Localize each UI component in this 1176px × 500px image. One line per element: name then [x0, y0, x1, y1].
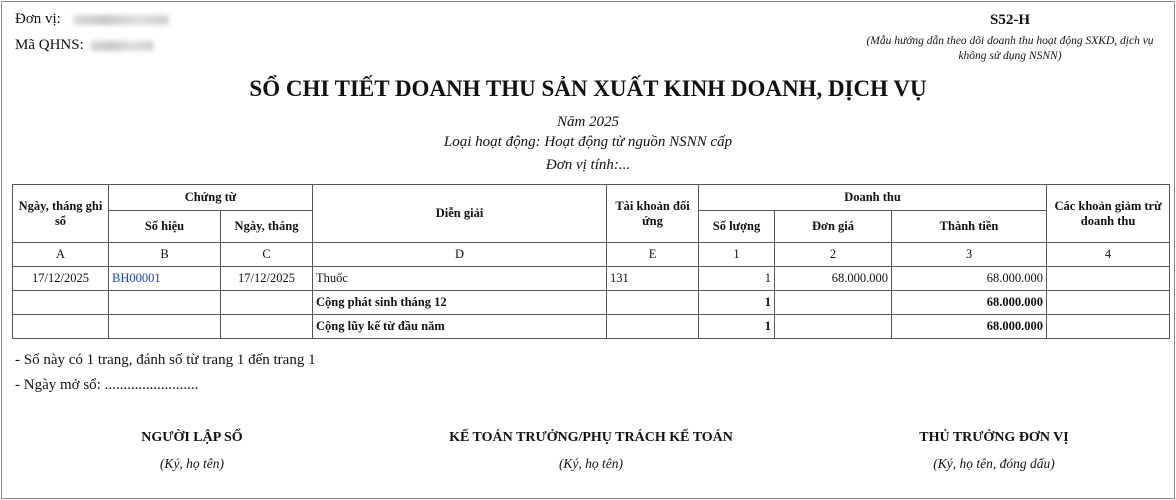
- chief-accountant-role: KẾ TOÁN TRƯỞNG/PHỤ TRÁCH KẾ TOÁN: [449, 430, 733, 445]
- form-note: (Mẫu hướng dẫn theo dõi doanh thu hoạt động SXKD, dịch vụ không sử dụng NSNN): [866, 35, 1154, 62]
- unit-head-hint: (Ký, họ tên, đóng dấu): [933, 456, 1055, 471]
- voucher-number[interactable]: BH00001: [112, 271, 161, 285]
- preparer-role: NGƯỜI LẬP SỔ: [141, 430, 243, 445]
- header-date: Ngày, tháng ghi sổ: [13, 185, 109, 243]
- table-row: [13, 267, 1170, 291]
- header-counter-account: Tài khoản đối ứng: [607, 185, 699, 243]
- header-voucher-no: Số hiệu: [109, 211, 221, 243]
- monthly-total-quantity: 1: [699, 291, 775, 315]
- header-voucher: Chứng từ: [109, 185, 313, 211]
- form-code: S52-H: [989, 12, 1030, 28]
- header-quantity: Số lượng: [699, 211, 775, 243]
- header-deductions: Các khoản giảm trừ doanh thu: [1047, 185, 1170, 243]
- cumulative-total-quantity: 1: [699, 315, 775, 339]
- row-description: Thuốc: [313, 267, 607, 291]
- open-date-note: - Ngày mở sổ: .........................: [15, 377, 199, 393]
- page-count-note: - Sổ này có 1 trang, đánh số từ trang 1 đến trang 1: [15, 352, 316, 368]
- revenue-ledger-table: [12, 184, 1170, 339]
- column-code-row: [13, 243, 1170, 267]
- code-1: 1: [699, 243, 775, 267]
- code-a: A: [13, 243, 109, 267]
- header-voucher-date: Ngày, tháng: [221, 211, 313, 243]
- signature-preparer: [2, 430, 382, 472]
- redacted-unit-name: [73, 15, 169, 25]
- chief-accountant-hint: (Ký, họ tên): [558, 456, 624, 471]
- row-unit-price: 68.000.000: [775, 267, 892, 291]
- header-unit-price: Đơn giá: [775, 211, 892, 243]
- code-d: D: [313, 243, 607, 267]
- header-amount: Thành tiền: [892, 211, 1047, 243]
- cumulative-total-label: Cộng lũy kế từ đầu năm: [313, 315, 607, 339]
- row-deductions: [1047, 267, 1170, 291]
- monthly-total-label: Cộng phát sinh tháng 12: [313, 291, 607, 315]
- header-description: Diễn giải: [313, 185, 607, 243]
- code-3: 3: [892, 243, 1047, 267]
- cumulative-total-amount: 68.000.000: [892, 315, 1047, 339]
- voucher-link[interactable]: [109, 267, 221, 291]
- monthly-total-row: [13, 291, 1170, 315]
- code-c: C: [221, 243, 313, 267]
- header-revenue: Doanh thu: [699, 185, 1047, 211]
- row-voucher-date: 17/12/2025: [221, 267, 313, 291]
- code-e: E: [607, 243, 699, 267]
- report-title: SỔ CHI TIẾT DOANH THU SẢN XUẤT KINH DOANH, DỊCH VỤ: [249, 76, 927, 101]
- preparer-hint: (Ký, họ tên): [159, 456, 225, 471]
- signature-unit-head: [804, 430, 1176, 472]
- code-2: 2: [775, 243, 892, 267]
- signature-chief-accountant: [401, 430, 781, 472]
- year-line: Năm 2025: [556, 114, 620, 130]
- activity-line: Loại hoạt động: Hoạt động từ nguồn NSNN cấp: [443, 134, 733, 150]
- redacted-qhns-code: [90, 41, 154, 51]
- code-b: B: [109, 243, 221, 267]
- unit-label: Đơn vị:: [15, 11, 61, 27]
- cumulative-total-row: [13, 315, 1170, 339]
- qhns-line: [15, 37, 154, 54]
- unit-head-role: THỦ TRƯỞNG ĐƠN VỊ: [919, 430, 1069, 445]
- code-4: 4: [1047, 243, 1170, 267]
- row-counter-account: 131: [607, 267, 699, 291]
- unit-of-measure-line: Đơn vị tính:...: [545, 157, 631, 173]
- qhns-label: Mã QHNS:: [15, 37, 84, 53]
- row-date: 17/12/2025: [13, 267, 109, 291]
- unit-line: [15, 11, 169, 28]
- monthly-total-amount: 68.000.000: [892, 291, 1047, 315]
- row-quantity: 1: [699, 267, 775, 291]
- row-amount: 68.000.000: [892, 267, 1047, 291]
